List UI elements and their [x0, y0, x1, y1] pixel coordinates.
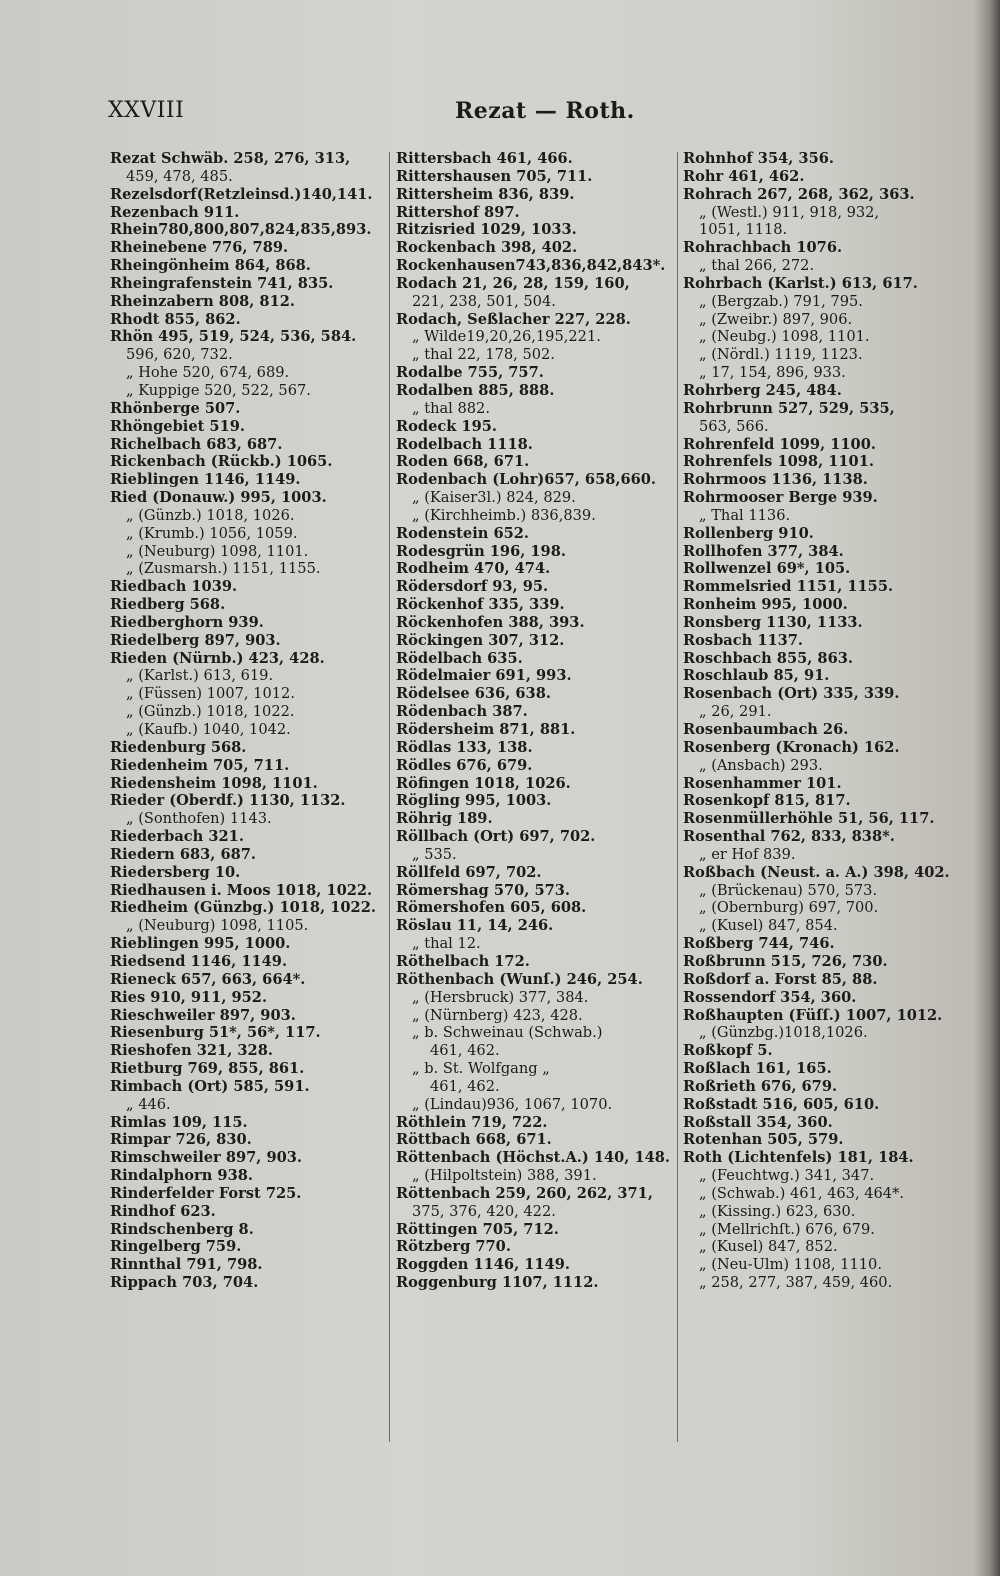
index-entry: Rezelsdorf(Retzleinsd.)140,141. — [110, 185, 373, 203]
index-entry: Roßstall 354, 360. — [683, 1113, 833, 1131]
index-entry: Roth (Lichtenfels) 181, 184. — [683, 1149, 914, 1167]
index-entry: Roschbach 855, 863. — [683, 649, 853, 667]
index-entry: Rödersheim 871, 881. — [396, 721, 576, 738]
index-entry: Rohrbach (Karlst.) 613, 617. — [683, 274, 918, 292]
index-entry: Rieblingen 995, 1000. — [110, 935, 291, 953]
index-entry: Riedbach 1039. — [110, 578, 238, 596]
index-subentry: „ 535. — [412, 845, 457, 863]
index-entry: Riedsend 1146, 1149. — [110, 952, 288, 970]
index-entry: Rockenhausen743,836,842,843*. — [396, 257, 666, 275]
index-subentry: „ (Neu-Ulm) 1108, 1110. — [699, 1256, 882, 1274]
index-entry: Rollhofen 377, 384. — [683, 542, 844, 560]
index-entry: Rittershof 897. — [396, 203, 520, 221]
index-subentry: „ (Zweibr.) 897, 906. — [699, 310, 853, 328]
index-subentry: „ er Hof 839. — [699, 845, 796, 863]
index-entry: Ritzisried 1029, 1033. — [396, 221, 577, 239]
index-entry: Rieshofen 321, 328. — [110, 1042, 273, 1060]
index-subentry: „ 26, 291. — [699, 703, 772, 721]
index-entry: Riesenburg 51*, 56*, 117. — [110, 1024, 321, 1042]
index-entry: Rodenstein 652. — [396, 524, 529, 542]
index-subentry: „ Kuppige 520, 522, 567. — [126, 381, 311, 399]
index-entry: Rossendorf 354, 360. — [683, 988, 857, 1006]
index-subentry: „ (Bergzab.) 791, 795. — [699, 292, 863, 310]
index-entry: Riedhausen i. Moos 1018, 1022. — [110, 881, 373, 899]
index-entry: Rheinebene 776, 789. — [110, 239, 289, 257]
index-subentry: 596, 620, 732. — [126, 346, 233, 364]
index-subentry: „ (Hersbruck) 377, 384. — [412, 988, 589, 1006]
index-subentry: „ 17, 154, 896, 933. — [699, 364, 846, 382]
index-subentry: „ b. Schweinau (Schwab.) — [412, 1024, 603, 1042]
index-entry: Rimlas 109, 115. — [110, 1113, 248, 1131]
index-entry: Rodheim 470, 474. — [396, 560, 551, 578]
index-entry: Rosenmüllerhöhle 51, 56, 117. — [683, 810, 935, 828]
index-subentry: „ (Neuburg) 1098, 1105. — [126, 917, 309, 935]
index-entry: Roggenburg 1107, 1112. — [396, 1274, 599, 1292]
index-column-2 — [396, 150, 686, 1292]
index-entry: Röttenbach 259, 260, 262, 371, — [396, 1184, 653, 1202]
index-subentry: „ Wilde19,20,26,195,221. — [412, 328, 601, 346]
index-entry: Riedheim (Günzbg.) 1018, 1022. — [110, 899, 376, 917]
index-entry: Rosenthal 762, 833, 838*. — [683, 828, 895, 846]
index-subentry: 461, 462. — [430, 1077, 500, 1095]
index-entry: Rheingrafenstein 741, 835. — [110, 274, 334, 292]
index-entry: Roßlach 161, 165. — [683, 1060, 832, 1078]
index-subentry: 221, 238, 501, 504. — [412, 292, 556, 310]
index-entry: Rockenbach 398, 402. — [396, 239, 578, 257]
index-entry: Rosenhammer 101. — [683, 774, 842, 792]
index-subentry: 375, 376, 420, 422. — [412, 1202, 556, 1220]
index-entry: Rohrbrunn 527, 529, 535, — [683, 399, 895, 417]
index-entry: Rietburg 769, 855, 861. — [110, 1060, 305, 1078]
index-subentry: „ (Kaufb.) 1040, 1042. — [126, 721, 291, 738]
index-entry: Röttenbach (Höchst.A.) 140, 148. — [396, 1149, 670, 1167]
index-entry: Rodelbach 1118. — [396, 435, 533, 453]
index-entry: Röttbach 668, 671. — [396, 1131, 552, 1149]
index-entry: Rittersbach 461, 466. — [396, 150, 573, 167]
index-subentry: „ (Füssen) 1007, 1012. — [126, 685, 295, 703]
index-entry: Ronheim 995, 1000. — [683, 596, 848, 614]
index-entry: Riederbach 321. — [110, 828, 244, 846]
index-subentry: 1051, 1118. — [699, 221, 788, 239]
index-entry: Rommelsried 1151, 1155. — [683, 578, 894, 596]
index-entry: Rodach 21, 26, 28, 159, 160, — [396, 274, 630, 292]
index-entry: Röhrig 189. — [396, 810, 493, 828]
index-subentry: „ (Sonthofen) 1143. — [126, 810, 272, 828]
index-entry: Röslau 11, 14, 246. — [396, 917, 554, 935]
index-subentry: „ (Kusel) 847, 854. — [699, 917, 838, 935]
index-entry: Rohnhof 354, 356. — [683, 150, 834, 167]
index-entry: Roßkopf 5. — [683, 1042, 773, 1060]
index-subentry: „ thal 12. — [412, 935, 481, 953]
index-entry: Rötzberg 770. — [396, 1238, 511, 1256]
index-entry: Rodalbe 755, 757. — [396, 364, 544, 382]
index-entry: Rimbach (Ort) 585, 591. — [110, 1077, 310, 1095]
index-entry: Rodenbach (Lohr)657, 658,660. — [396, 471, 657, 489]
index-entry: Rodeck 195. — [396, 417, 497, 435]
index-entry: Rheingönheim 864, 868. — [110, 257, 311, 275]
index-subentry: „ (Obernburg) 697, 700. — [699, 899, 879, 917]
index-entry: Rodesgrün 196, 198. — [396, 542, 566, 560]
index-entry: Röllfeld 697, 702. — [396, 863, 542, 881]
index-entry: Riedberg 568. — [110, 596, 226, 614]
index-entry: Rickenbach (Rückb.) 1065. — [110, 453, 333, 471]
index-subentry: „ 258, 277, 387, 459, 460. — [699, 1274, 893, 1292]
index-subentry: „ b. St. Wolfgang „ — [412, 1060, 550, 1078]
index-entry: Ringelberg 759. — [110, 1238, 242, 1256]
index-entry: Röckenhof 335, 339. — [396, 596, 565, 614]
index-entry: Rotenhan 505, 579. — [683, 1131, 844, 1149]
index-subentry: „ thal 882. — [412, 399, 490, 417]
index-entry: Riedberghorn 939. — [110, 613, 264, 631]
index-entry: Rödelbach 635. — [396, 649, 523, 667]
index-entry: Rimpar 726, 830. — [110, 1131, 252, 1149]
index-entry: Roggden 1146, 1149. — [396, 1256, 570, 1274]
running-head: Rezat — Roth. — [455, 98, 635, 124]
index-entry: Rödersdorf 93, 95. — [396, 578, 549, 596]
index-entry: Rindschenberg 8. — [110, 1220, 254, 1238]
index-entry: Rhodt 855, 862. — [110, 310, 241, 328]
index-entry: Röttingen 705, 712. — [396, 1220, 559, 1238]
index-subentry: „ (Westl.) 911, 918, 932, — [699, 203, 880, 221]
index-entry: Roßbach (Neust. a. A.) 398, 402. — [683, 863, 950, 881]
index-entry: Rödlas 133, 138. — [396, 738, 533, 756]
index-entry: Rosenbach (Ort) 335, 339. — [683, 685, 900, 703]
index-entry: Rieden (Nürnb.) 423, 428. — [110, 649, 325, 667]
index-entry: Rezat Schwäb. 258, 276, 313, — [110, 150, 351, 167]
index-entry: Rödenbach 387. — [396, 703, 528, 721]
index-entry: Rosenberg (Kronach) 162. — [683, 738, 900, 756]
index-entry: Rhöngebiet 519. — [110, 417, 245, 435]
index-subentry: „ Thal 1136. — [699, 506, 791, 524]
index-entry: Röthenbach (Wunſ.) 246, 254. — [396, 970, 643, 988]
index-entry: Rhönberge 507. — [110, 399, 241, 417]
index-entry: Roßrieth 676, 679. — [683, 1077, 838, 1095]
index-subentry: „ Hohe 520, 674, 689. — [126, 364, 290, 382]
index-subentry: „ (Nördl.) 1119, 1123. — [699, 346, 863, 364]
index-column-1 — [110, 150, 400, 1292]
index-subentry: „ (Günzb.) 1018, 1022. — [126, 703, 295, 721]
index-subentry: „ (Mellrichſt.) 676, 679. — [699, 1220, 875, 1238]
page-number: XXVIII — [108, 98, 185, 123]
index-entry: Roschlaub 85, 91. — [683, 667, 830, 685]
index-entry: Röckenhofen 388, 393. — [396, 613, 585, 631]
index-subentry: „ (Günzbg.)1018,1026. — [699, 1024, 868, 1042]
index-entry: Rollenberg 910. — [683, 524, 814, 542]
index-entry: Rögling 995, 1003. — [396, 792, 552, 810]
index-entry: Röthlein 719, 722. — [396, 1113, 548, 1131]
index-subentry: „ (Brückenau) 570, 573. — [699, 881, 878, 899]
index-entry: Riedenburg 568. — [110, 738, 247, 756]
index-entry: Riedersberg 10. — [110, 863, 241, 881]
index-entry: Römershag 570, 573. — [396, 881, 571, 899]
index-entry: Rhön 495, 519, 524, 536, 584. — [110, 328, 357, 346]
index-entry: Rohrmoos 1136, 1138. — [683, 471, 868, 489]
index-column-3 — [683, 150, 973, 1292]
index-subentry: „ (Neubg.) 1098, 1101. — [699, 328, 870, 346]
index-entry: Ries 910, 911, 952. — [110, 988, 268, 1006]
index-entry: Rindalphorn 938. — [110, 1167, 253, 1185]
index-entry: Rodach, Seßlacher 227, 228. — [396, 310, 631, 328]
index-entry: Rittershausen 705, 711. — [396, 167, 593, 185]
index-subentry: 461, 462. — [430, 1042, 500, 1060]
index-entry: Rohrenfeld 1099, 1100. — [683, 435, 876, 453]
index-subentry: „ (Krumb.) 1056, 1059. — [126, 524, 298, 542]
index-subentry: 459, 478, 485. — [126, 167, 233, 185]
index-entry: Rödles 676, 679. — [396, 756, 533, 774]
index-entry: Riedensheim 1098, 1101. — [110, 774, 318, 792]
index-subentry: „ (Nürnberg) 423, 428. — [412, 1006, 583, 1024]
index-entry: Röthelbach 172. — [396, 952, 530, 970]
index-entry: Roßbrunn 515, 726, 730. — [683, 952, 888, 970]
index-entry: Rimschweiler 897, 903. — [110, 1149, 302, 1167]
index-entry: Rohrenfels 1098, 1101. — [683, 453, 874, 471]
index-subentry: „ (Kusel) 847, 852. — [699, 1238, 838, 1256]
index-subentry: „ (Feuchtwg.) 341, 347. — [699, 1167, 875, 1185]
index-entry: Röllbach (Ort) 697, 702. — [396, 828, 596, 846]
index-entry: Rödelmaier 691, 993. — [396, 667, 572, 685]
index-entry: Rosenkopf 815, 817. — [683, 792, 851, 810]
index-entry: Riedenheim 705, 711. — [110, 756, 290, 774]
index-entry: Römershofen 605, 608. — [396, 899, 587, 917]
index-entry: Richelbach 683, 687. — [110, 435, 283, 453]
index-entry: Roßstadt 516, 605, 610. — [683, 1095, 880, 1113]
index-entry: Rodalben 885, 888. — [396, 381, 555, 399]
index-subentry: „ (Karlst.) 613, 619. — [126, 667, 274, 685]
index-subentry: „ (Kissing.) 623, 630. — [699, 1202, 856, 1220]
index-subentry: 563, 566. — [699, 417, 769, 435]
index-entry: Roßhaupten (Füſſ.) 1007, 1012. — [683, 1006, 943, 1024]
index-entry: Rieschweiler 897, 903. — [110, 1006, 296, 1024]
index-entry: Rheinzabern 808, 812. — [110, 292, 295, 310]
spine-shadow — [974, 0, 1000, 1576]
index-entry: Roßberg 744, 746. — [683, 935, 835, 953]
index-entry: Rittersheim 836, 839. — [396, 185, 575, 203]
index-entry: Rollwenzel 69*, 105. — [683, 560, 851, 578]
index-entry: Rohrberg 245, 484. — [683, 381, 842, 399]
index-subentry: „ (Günzb.) 1018, 1026. — [126, 506, 295, 524]
index-entry: Rinderfelder Forst 725. — [110, 1184, 302, 1202]
index-entry: Rezenbach 911. — [110, 203, 240, 221]
index-entry: Riedelberg 897, 903. — [110, 631, 281, 649]
index-entry: Roßdorf a. Forst 85, 88. — [683, 970, 878, 988]
index-subentry: „ thal 22, 178, 502. — [412, 346, 555, 364]
index-entry: Rieder (Oberdf.) 1130, 1132. — [110, 792, 346, 810]
index-entry: Rieblingen 1146, 1149. — [110, 471, 301, 489]
index-entry: Rinnthal 791, 798. — [110, 1256, 263, 1274]
index-entry: Riedern 683, 687. — [110, 845, 256, 863]
index-subentry: „ (Ansbach) 293. — [699, 756, 823, 774]
index-entry: Roden 668, 671. — [396, 453, 530, 471]
index-subentry: „ (Lindau)936, 1067, 1070. — [412, 1095, 613, 1113]
index-entry: Rippach 703, 704. — [110, 1274, 259, 1292]
index-entry: Rohr 461, 462. — [683, 167, 805, 185]
index-entry: Rohrmooser Berge 939. — [683, 489, 878, 507]
index-entry: Rohrachbach 1076. — [683, 239, 843, 257]
index-subentry: „ thal 266, 272. — [699, 257, 815, 275]
index-entry: Rieneck 657, 663, 664*. — [110, 970, 306, 988]
index-entry: Rhein780,800,807,824,835,893. — [110, 221, 372, 239]
index-subentry: „ (Kirchheimb.) 836,839. — [412, 506, 596, 524]
index-entry: Rödelsee 636, 638. — [396, 685, 551, 703]
index-subentry: „ (Hilpoltstein) 388, 391. — [412, 1167, 597, 1185]
index-subentry: „ 446. — [126, 1095, 171, 1113]
index-entry: Rindhof 623. — [110, 1202, 216, 1220]
index-entry: Rosbach 1137. — [683, 631, 804, 649]
index-entry: Rosenbaumbach 26. — [683, 721, 849, 738]
index-entry: Ried (Donauw.) 995, 1003. — [110, 489, 327, 507]
index-entry: Rohrach 267, 268, 362, 363. — [683, 185, 915, 203]
index-entry: Röckingen 307, 312. — [396, 631, 565, 649]
index-entry: Ronsberg 1130, 1133. — [683, 613, 863, 631]
index-subentry: „ (Neuburg) 1098, 1101. — [126, 542, 309, 560]
index-subentry: „ (Schwab.) 461, 463, 464*. — [699, 1184, 905, 1202]
index-entry: Röfingen 1018, 1026. — [396, 774, 571, 792]
index-subentry: „ (Zusmarsh.) 1151, 1155. — [126, 560, 321, 578]
index-subentry: „ (Kaiser3l.) 824, 829. — [412, 489, 576, 507]
